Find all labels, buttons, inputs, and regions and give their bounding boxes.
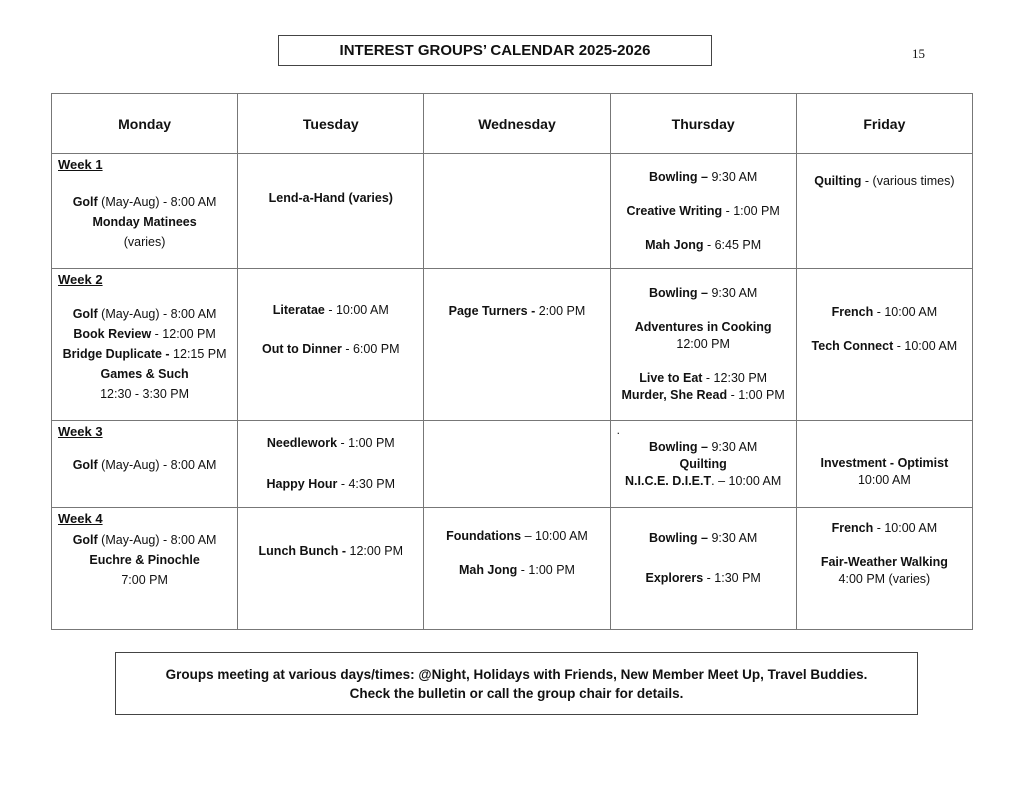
week2-thursday	[610, 269, 796, 421]
week-label: Week 1	[58, 157, 103, 172]
activity-name: Bowling –	[648, 169, 708, 184]
day-header-friday: Friday	[796, 94, 972, 154]
activity-time: 9:30 AM	[708, 531, 758, 545]
activity-name: Murder, She Read	[621, 388, 728, 402]
activity-time: - (various times)	[861, 173, 955, 188]
activity-name: Bridge Duplicate -	[62, 346, 170, 361]
activity-name: Book Review	[73, 326, 152, 341]
activity-name: Golf	[72, 532, 98, 547]
week1-wednesday	[424, 154, 610, 269]
activity-name: Bowling –	[648, 439, 708, 454]
activity-time: 9:30 AM	[708, 286, 758, 300]
week1-friday	[796, 154, 972, 269]
activity-time: - 1:00 PM	[727, 388, 785, 402]
activity-time: - 1:00 PM	[722, 203, 780, 218]
activity-time: – 10:00 AM	[521, 529, 588, 543]
activity-time: - 4:30 PM	[337, 477, 396, 491]
calendar-title: INTEREST GROUPS’ CALENDAR 2025-2026	[278, 35, 712, 66]
activity-time: 2:00 PM	[535, 304, 586, 318]
activity-name: Games & Such	[100, 366, 189, 381]
activity-time: - 1:00 PM	[337, 436, 395, 450]
week2-tuesday	[238, 269, 424, 421]
activity-name: French	[831, 305, 874, 319]
activity-time: 12:00 PM	[346, 544, 404, 558]
day-header-tuesday: Tuesday	[238, 94, 424, 154]
activity-name: Monday Matinees	[92, 215, 197, 229]
activity-time: 12:15 PM	[169, 346, 227, 361]
stray-dot: .	[616, 423, 620, 437]
activity-name: Out to Dinner	[262, 341, 342, 356]
activity-time: - 10:00 AM	[893, 339, 958, 353]
week-row-2	[52, 269, 973, 421]
activity-name: Bowling –	[648, 286, 708, 300]
activity-name: Explorers	[645, 571, 704, 585]
activity-name: Happy Hour	[266, 477, 338, 491]
activity-name: Investment - Optimist	[820, 456, 949, 470]
activity-name: Literatae	[272, 302, 325, 317]
calendar-table	[51, 93, 973, 630]
week-label: Week 2	[58, 272, 103, 287]
week3-friday	[796, 421, 972, 508]
activity-name: Golf	[72, 195, 98, 209]
activity-name: Quilting	[814, 173, 862, 188]
activity-name: Bowling –	[648, 531, 708, 545]
activity-time: - 10:00 AM	[873, 520, 938, 535]
activity-time: - 1:30 PM	[703, 571, 761, 585]
activity-time: (May-Aug) - 8:00 AM	[97, 306, 217, 321]
activity-name: Needlework	[266, 436, 338, 450]
week-row-4	[52, 508, 973, 630]
week2-wednesday	[424, 269, 610, 421]
activity-time: 12:00 PM	[676, 337, 730, 351]
week2-monday	[52, 269, 238, 421]
activity-name: Mah Jong	[458, 563, 518, 577]
week4-thursday	[610, 508, 796, 630]
activity-name: Fair-Weather Walking	[820, 554, 948, 569]
activity-time: 9:30 AM	[708, 439, 758, 454]
activity-time: - 6:00 PM	[341, 341, 400, 356]
week1-monday	[52, 154, 238, 269]
activity-time: 12:30 - 3:30 PM	[100, 386, 190, 401]
footer-note	[115, 652, 918, 715]
activity-name: Page Turners -	[448, 304, 536, 318]
activity-time: - 10:00 AM	[873, 305, 938, 319]
activity-name: Tech Connect	[811, 339, 894, 353]
activity-time: - 6:45 PM	[703, 237, 762, 252]
page-number: 15	[912, 46, 925, 61]
week-label: Week 4	[58, 511, 103, 526]
week4-friday	[796, 508, 972, 630]
week1-tuesday	[238, 154, 424, 269]
week4-monday	[52, 508, 238, 630]
activity-name: Foundations	[446, 529, 522, 543]
activity-time: (May-Aug) - 8:00 AM	[97, 532, 217, 547]
week-row-3	[52, 421, 973, 508]
day-header-thursday: Thursday	[610, 94, 796, 154]
week-label: Week 3	[58, 424, 103, 439]
activity-name: Golf	[72, 457, 98, 472]
activity-time: 10:00 AM	[857, 473, 911, 487]
week3-thursday	[610, 421, 796, 508]
activity-name: Creative Writing	[626, 203, 723, 218]
footer-line-1: Groups meeting at various days/times: @Night, Holidays with Friends, New Member Meet Up, Travel Buddies.	[165, 666, 868, 682]
activity-name: Quilting	[679, 456, 727, 471]
activity-name: Adventures in Cooking	[634, 320, 772, 334]
week-row-1	[52, 154, 973, 269]
activity-name: Lunch Bunch -	[258, 544, 347, 558]
activity-time: - 1:00 PM	[517, 563, 575, 577]
week3-monday	[52, 421, 238, 508]
week2-friday	[796, 269, 972, 421]
activity-time: - 10:00 AM	[324, 302, 389, 317]
activity-name: Euchre & Pinochle	[89, 552, 200, 567]
activity-time: . – 10:00 AM	[711, 473, 782, 488]
day-header-monday: Monday	[52, 94, 238, 154]
activity-name: Lend-a-Hand (varies)	[268, 190, 393, 205]
activity-time: 7:00 PM	[121, 572, 168, 587]
footer-line-2: Check the bulletin or call the group chair for details.	[349, 685, 684, 701]
activity-time: (varies)	[123, 235, 166, 249]
activity-time: 4:00 PM (varies)	[838, 571, 931, 586]
activity-name: Mah Jong	[645, 237, 704, 252]
week3-tuesday	[238, 421, 424, 508]
week4-wednesday	[424, 508, 610, 630]
activity-time: (May-Aug) - 8:00 AM	[97, 457, 217, 472]
activity-name: Live to Eat	[639, 371, 703, 385]
week4-tuesday	[238, 508, 424, 630]
week1-thursday	[610, 154, 796, 269]
activity-time: - 12:30 PM	[702, 371, 768, 385]
activity-name: French	[831, 520, 874, 535]
day-header-wednesday: Wednesday	[424, 94, 610, 154]
activity-name: N.I.C.E. D.I.E.T	[625, 473, 712, 488]
activity-time: 9:30 AM	[708, 169, 758, 184]
activity-time: (May-Aug) - 8:00 AM	[97, 195, 217, 209]
day-header-row	[52, 94, 973, 154]
activity-name: Golf	[72, 306, 98, 321]
activity-time: - 12:00 PM	[151, 326, 216, 341]
week3-wednesday	[424, 421, 610, 508]
